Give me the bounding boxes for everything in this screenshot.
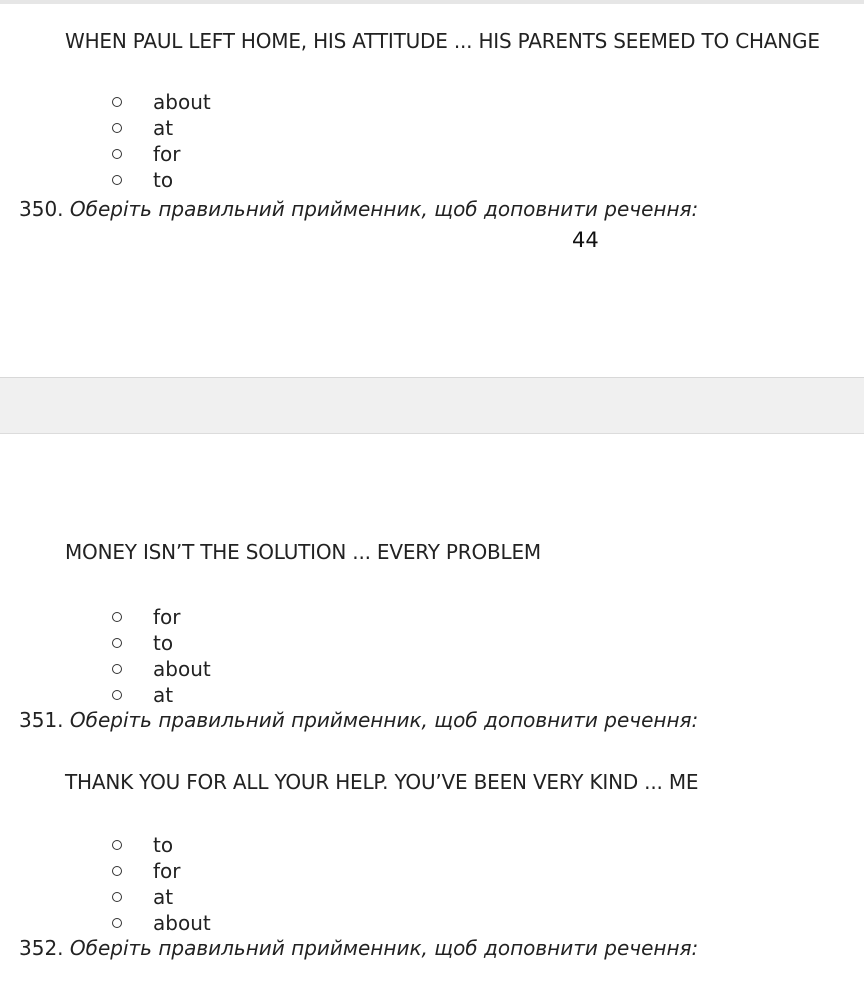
radio-circle-icon[interactable] <box>112 175 122 185</box>
option-label: at <box>153 885 174 909</box>
radio-circle-icon[interactable] <box>112 918 122 928</box>
question-heading <box>19 708 698 732</box>
question-number: 351. <box>19 708 64 732</box>
option-label: at <box>153 116 174 140</box>
option-label: to <box>153 168 174 192</box>
question-number: 352. <box>19 936 64 960</box>
answer-option[interactable] <box>108 167 211 193</box>
answer-option[interactable] <box>108 832 211 858</box>
radio-circle-icon[interactable] <box>112 638 122 648</box>
page-top <box>0 0 864 378</box>
radio-circle-icon[interactable] <box>112 664 122 674</box>
question-instruction: Оберіть правильний прийменник, щоб доповнити речення: <box>69 936 699 960</box>
answer-option[interactable] <box>108 141 211 167</box>
option-label: to <box>153 833 174 857</box>
answer-options <box>108 89 211 193</box>
answer-option[interactable] <box>108 682 211 708</box>
question-instruction: Оберіть правильний прийменник, щоб доповнити речення: <box>69 197 699 221</box>
answer-option[interactable] <box>108 910 211 936</box>
question-heading <box>19 936 698 960</box>
answer-options <box>108 832 211 936</box>
option-label: for <box>153 859 181 883</box>
radio-circle-icon[interactable] <box>112 690 122 700</box>
radio-circle-icon[interactable] <box>112 892 122 902</box>
question-text: WHEN PAUL LEFT HOME, HIS ATTITUDE ... HIS PARENTS SEEMED TO CHANGE <box>65 29 820 53</box>
answer-option[interactable] <box>108 604 211 630</box>
question-number: 350. <box>19 197 64 221</box>
radio-circle-icon[interactable] <box>112 866 122 876</box>
answer-option[interactable] <box>108 884 211 910</box>
question-heading <box>19 197 698 221</box>
option-label: about <box>153 90 211 114</box>
page-bottom <box>0 434 864 983</box>
page-gap <box>0 378 864 434</box>
answer-option[interactable] <box>108 630 211 656</box>
option-label: about <box>153 657 211 681</box>
option-label: about <box>153 911 211 935</box>
question-instruction: Оберіть правильний прийменник, щоб доповнити речення: <box>69 708 699 732</box>
option-label: for <box>153 142 181 166</box>
answer-option[interactable] <box>108 656 211 682</box>
question-text: THANK YOU FOR ALL YOUR HELP. YOU’VE BEEN VERY KIND ... ME <box>65 770 699 794</box>
answer-option[interactable] <box>108 89 211 115</box>
option-label: for <box>153 605 181 629</box>
radio-circle-icon[interactable] <box>112 612 122 622</box>
answer-option[interactable] <box>108 115 211 141</box>
question-text: MONEY ISN’T THE SOLUTION ... EVERY PROBLEM <box>65 540 541 564</box>
answer-options <box>108 604 211 708</box>
page-number: 44 <box>572 228 599 252</box>
radio-circle-icon[interactable] <box>112 840 122 850</box>
answer-option[interactable] <box>108 858 211 884</box>
radio-circle-icon[interactable] <box>112 149 122 159</box>
radio-circle-icon[interactable] <box>112 97 122 107</box>
option-label: to <box>153 631 174 655</box>
option-label: at <box>153 683 174 707</box>
radio-circle-icon[interactable] <box>112 123 122 133</box>
